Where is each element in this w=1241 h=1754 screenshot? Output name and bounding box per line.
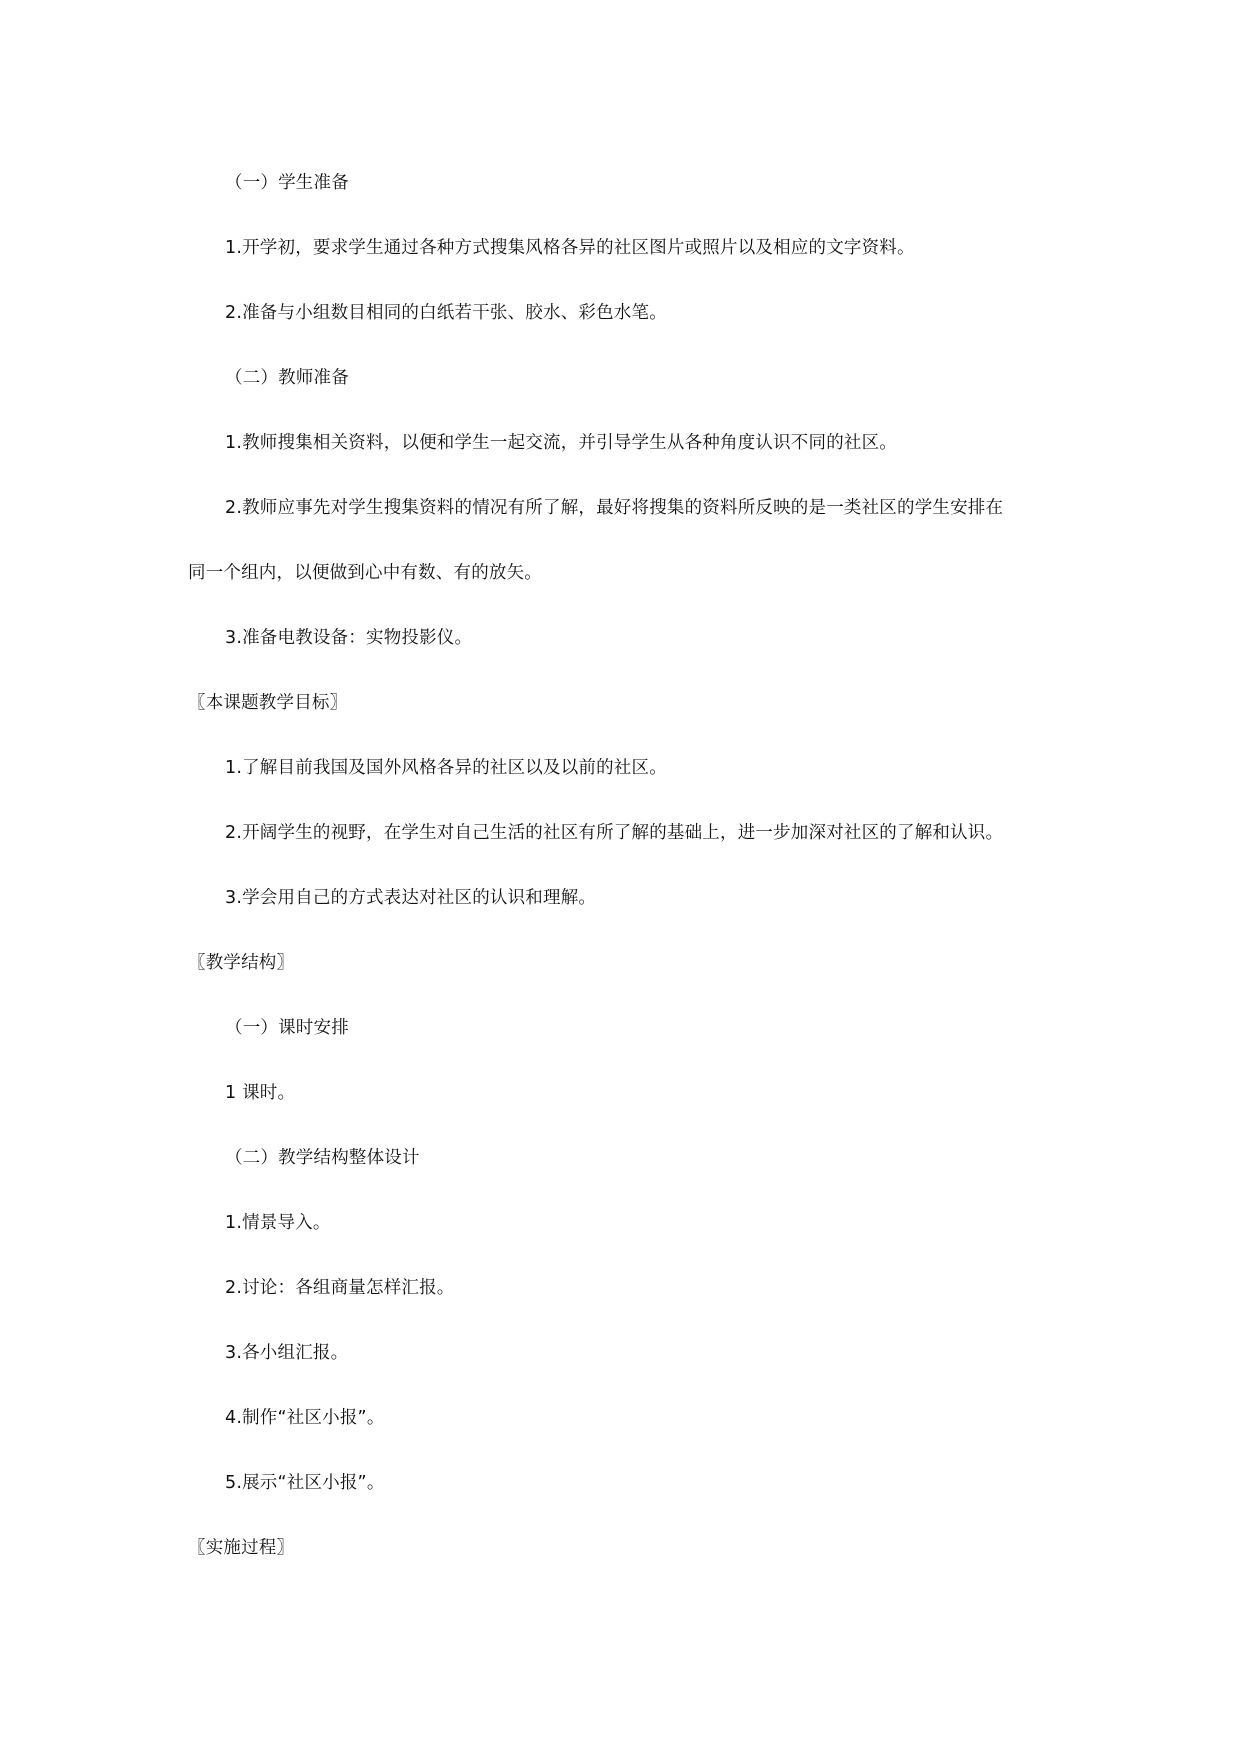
subsection-heading-teacher-prep: （二）教师准备 [225, 368, 349, 388]
section-heading-objectives: 〖本课题教学目标〗 [188, 693, 348, 713]
paragraph-student-prep-1: 1.开学初，要求学生通过各种方式搜集风格各异的社区图片或照片以及相应的文字资料。 [225, 238, 915, 258]
paragraph-teacher-prep-2-cont: 同一个组内，以便做到心中有数、有的放矢。 [188, 563, 542, 583]
paragraph-student-prep-2: 2.准备与小组数目相同的白纸若干张、胶水、彩色水笔。 [225, 303, 667, 323]
section-heading-structure: 〖教学结构〗 [188, 953, 295, 973]
paragraph-design-1: 1.情景导入。 [225, 1213, 331, 1233]
paragraph-design-4: 4.制作“社区小报”。 [225, 1408, 385, 1428]
paragraph-design-2: 2.讨论：各组商量怎样汇报。 [225, 1278, 455, 1298]
paragraph-objective-1: 1.了解目前我国及国外风格各异的社区以及以前的社区。 [225, 758, 667, 778]
paragraph-design-3: 3.各小组汇报。 [225, 1343, 349, 1363]
paragraph-objective-3: 3.学会用自己的方式表达对社区的认识和理解。 [225, 888, 597, 908]
paragraph-teacher-prep-1: 1.教师搜集相关资料，以便和学生一起交流，并引导学生从各种角度认识不同的社区。 [225, 433, 897, 453]
subsection-heading-student-prep: （一）学生准备 [225, 173, 349, 193]
subsection-heading-design: （二）教学结构整体设计 [225, 1148, 420, 1168]
paragraph-design-5: 5.展示“社区小报”。 [225, 1473, 385, 1493]
paragraph-teacher-prep-3: 3.准备电教设备：实物投影仪。 [225, 628, 473, 648]
paragraph-schedule: 1 课时。 [225, 1083, 296, 1103]
section-heading-process: 〖实施过程〗 [188, 1538, 295, 1558]
paragraph-teacher-prep-2: 2.教师应事先对学生搜集资料的情况有所了解，最好将搜集的资料所反映的是一类社区的学生安排在 [225, 498, 1004, 518]
paragraph-objective-2: 2.开阔学生的视野，在学生对自己生活的社区有所了解的基础上，进一步加深对社区的了解和认识。 [225, 823, 1004, 843]
subsection-heading-schedule: （一）课时安排 [225, 1018, 349, 1038]
